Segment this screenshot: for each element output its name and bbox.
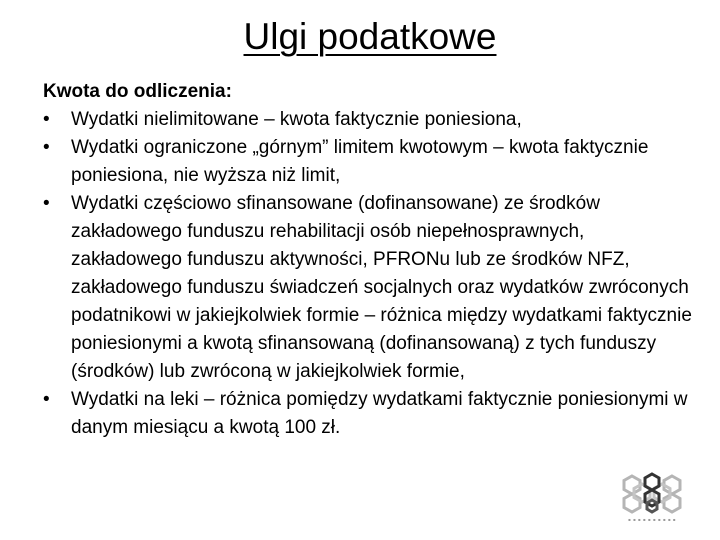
- bullet-text: Wydatki ograniczone „górnym” limitem kwotowym – kwota faktycznie poniesiona, nie wyższa niż limit,: [71, 137, 649, 186]
- bullet-marker: •: [43, 193, 50, 214]
- bullet-list: [43, 106, 693, 442]
- logo-caption-decoration: ▪ ▪ ▪ ▪ ▪ ▪ ▪ ▪ ▪ ▪: [627, 517, 677, 522]
- bullet-text: Wydatki nielimitowane – kwota faktycznie poniesiona,: [71, 109, 522, 130]
- bullet-item: [43, 106, 693, 134]
- bullet-text: Wydatki na leki – różnica pomiędzy wydatkami faktycznie poniesionymi w danym miesiącu a kwotą 100 zł.: [71, 389, 688, 438]
- bullet-marker: •: [43, 389, 50, 410]
- bullet-marker: •: [43, 137, 50, 158]
- bullet-text: Wydatki częściowo sfinansowane (dofinansowane) ze środków zakładowego funduszu rehabilitacji osób niepełnosprawnych, zakładowego funduszu aktywności, PFRONu lub ze środków NFZ, zakładowego funduszu świadczeń socjalnych oraz wydatków zwróconych podatnikowi w jakiejkolwiek formie – różnica między wydatkami faktycznie poniesionymi a kwotą sfinansowaną (dofinansowaną) z tych funduszy (środków) lub zwróconą w jakiejkolwiek formie,: [71, 193, 692, 382]
- slide-content: [43, 78, 693, 442]
- content-heading: Kwota do odliczenia:: [43, 81, 232, 102]
- bullet-marker: •: [43, 109, 50, 130]
- hexagon-cluster-logo-icon: [612, 470, 692, 530]
- bullet-item: [43, 134, 693, 190]
- logo-graphic: [612, 470, 692, 518]
- bullet-item: [43, 190, 693, 386]
- slide-title: Ulgi podatkowe: [243, 16, 497, 57]
- bullet-item: [43, 386, 693, 442]
